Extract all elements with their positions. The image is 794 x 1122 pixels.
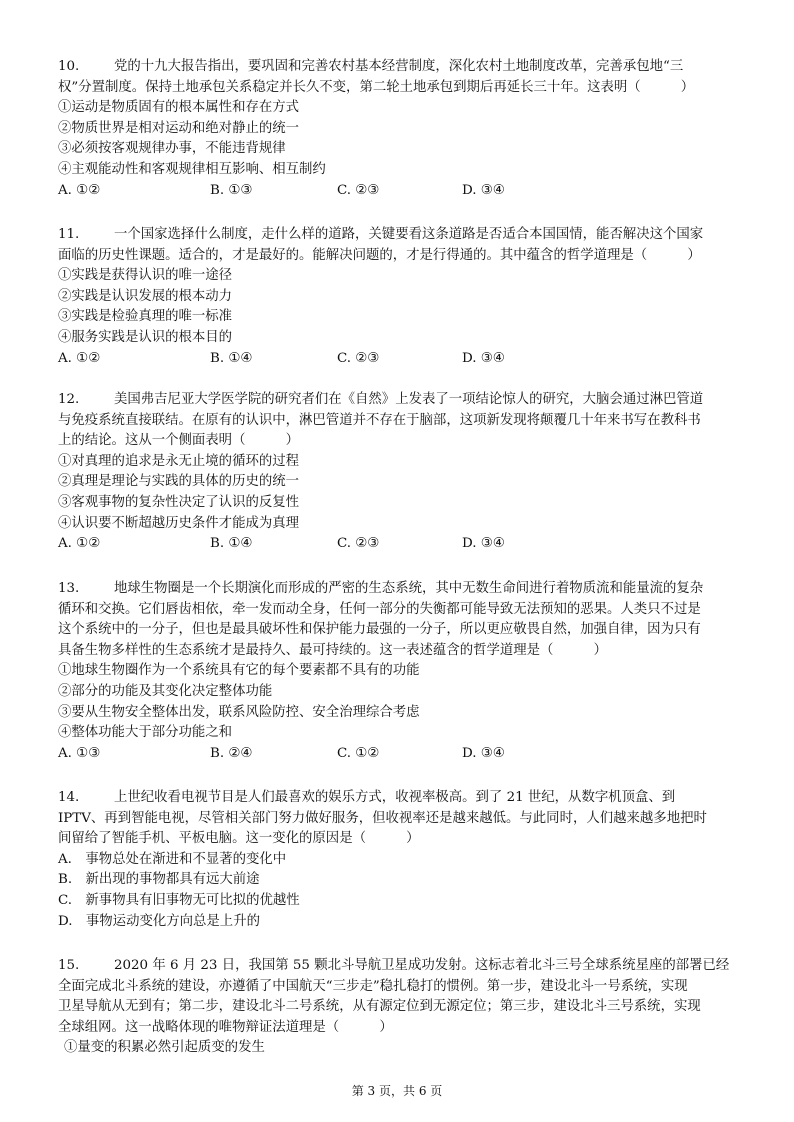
question-number: 12. (58, 392, 80, 407)
question-number: 13. (58, 581, 80, 596)
question-number: 11. (58, 227, 80, 242)
statement-item: ③必须按客观规律办事，不能违背规律 (58, 141, 286, 157)
question-number: 14. (58, 790, 80, 805)
statement-item: ①运动是物质固有的根本属性和存在方式 (58, 100, 300, 116)
statement-item: ④认识要不断超越历史条件才能成为真理 (58, 515, 300, 531)
statement-item: ④主观能动性和客观规律相互影响、相互制约 (58, 162, 326, 177)
question-stem-line: 12. 美国弗吉尼亚大学医学院的研究者们在《自然》上发表了一项结论惊人的研究，大脑会通过淋巴管道 (58, 390, 703, 411)
option-d: D. ③④ (462, 745, 505, 761)
option-b: B. ①③ (210, 182, 253, 198)
statement-item: ①地球生物圈作为一个系统具有它的每个要素都不具有的功能 (58, 663, 420, 679)
option-a: A. ①② (58, 536, 101, 552)
page-footer: 第 3 页，共 6 页 (351, 1084, 443, 1098)
question-stem-line: 循环和交换。它们唇齿相依，牵一发而动全身，任何一部分的失衡都可能导致无法预知的恶果。人类只不过是 (58, 601, 701, 617)
answer-options (58, 349, 742, 370)
question-number: 10. (58, 59, 80, 74)
question-stem-line: 具备生物多样性的生态系统才是最持久、最可持续的。这一表述蕴含的哲学道理是（ ） (58, 642, 608, 658)
question-stem-line: 13. 地球生物圈是一个长期演化而形成的严密的生态系统，其中无数生命间进行着物质流和能量流的复杂 (58, 579, 703, 600)
question-number: 15. (58, 958, 80, 973)
question-stem-line: 卫星导航从无到有；第二步，建设北斗二号系统，从有源定位到无源定位；第三步，建设北斗三号系统，实现 (58, 999, 701, 1015)
option-a: A. ①② (58, 350, 101, 366)
option-c: C. 新事物具有旧事物无可比拟的优越性 (58, 893, 300, 908)
question-stem-line: 全面完成北斗系统的建设，亦遵循了中国航天“三步走”稳扎稳打的惯例。第一步，建设北斗一号系统，实现 (58, 978, 688, 994)
option-a: A. 事物总处在渐进和不显著的变化中 (58, 851, 287, 867)
statement-item: ④整体功能大于部分功能之和 (58, 725, 233, 741)
statement-item: ①对真理的追求是永无止境的循环的过程 (58, 453, 300, 469)
statement-item: ②实践是认识发展的根本动力 (58, 288, 233, 304)
answer-options (58, 534, 742, 555)
option-d: D. ③④ (462, 182, 505, 198)
option-d: D. 事物运动变化方向总是上升的 (58, 913, 260, 929)
option-d: D. ③④ (462, 350, 505, 366)
option-b: B. ①④ (210, 350, 253, 366)
question-stem-line: 上的结论。这从一个侧面表明（ ） (58, 433, 300, 449)
statement-item: ①量变的积累必然引起质变的发生 (64, 1040, 265, 1056)
answer-options (58, 181, 742, 202)
question-stem-line: 15. 2020 年 6 月 23 日，我国第 55 颗北斗导航卫星成功发射。这标志着北斗三号全球系统星座的部署已经 (58, 956, 729, 977)
question-stem-line: 这个系统中的一分子，但也是最具破坏性和保护能力最强的一分子，所以更应敬畏自然，加强自律，因为只有 (58, 622, 701, 638)
question-stem-line: 14. 上世纪收看电视节目是人们最喜欢的娱乐方式，收视率极高。到了 21 世纪，从数字机顶盒、到 (58, 788, 675, 809)
statement-item: ①实践是获得认识的唯一途径 (58, 268, 233, 284)
option-a: A. ①② (58, 182, 101, 198)
option-d: D. ③④ (462, 536, 505, 552)
statement-item: ②部分的功能及其变化决定整体功能 (58, 684, 273, 699)
question-stem-line: 权”分置制度。保持土地承包关系稳定并长久不变，第二轮土地承包到期后再延长三十年。这表明（ ） (58, 79, 695, 95)
statement-item: ③要从生物安全整体出发，联系风险防控、安全治理综合考虑 (58, 704, 420, 720)
option-b: B. ①④ (210, 536, 253, 552)
question-stem-line: 与免疫系统直接联结。在原有的认识中，淋巴管道并不存在于脑部，这项新发现将颠覆几十年来书写在教科书 (58, 412, 701, 428)
question-stem-line: 全球组网。这一战略体现的唯物辩证法道理是（ ） (58, 1019, 393, 1035)
statement-item: ④服务实践是认识的根本目的 (58, 330, 233, 345)
option-c: C. ②③ (337, 536, 380, 552)
question-stem-line: 11. 一个国家选择什么制度，走什么样的道路，关键要看这条道路是否适合本国国情，能否解决这个国家 (58, 225, 703, 246)
question-stem-line: 面临的历史性课题。适合的，才是最好的。能解决问题的，才是行得通的。其中蕴含的哲学道理是（ ） (58, 247, 701, 263)
question-stem-line: IPTV、再到智能电视，尽管相关部门努力做好服务，但收视率还是越来越低。与此同时，人们越来越多地把时 (58, 810, 707, 826)
statement-item: ②物质世界是相对运动和绝对静止的统一 (58, 120, 300, 136)
option-b: B. ②④ (210, 745, 253, 761)
question-stem-line: 10. 党的十九大报告指出，要巩固和完善农村基本经营制度，深化农村土地制度改革，完善承包地“三 (58, 57, 683, 78)
statement-item: ③客观事物的复杂性决定了认识的反复性 (58, 495, 300, 510)
question-stem-line: 间留给了智能手机、平板电脑。这一变化的原因是（ ） (58, 831, 420, 847)
answer-options (58, 744, 742, 765)
option-b: B. 新出现的事物都具有远大前途 (58, 872, 260, 888)
option-c: C. ②③ (337, 350, 380, 366)
option-c: C. ①② (337, 745, 380, 761)
statement-item: ②真理是理论与实践的具体的历史的统一 (58, 474, 300, 490)
statement-item: ③实践是检验真理的唯一标准 (58, 309, 233, 325)
option-c: C. ②③ (337, 182, 380, 198)
option-a: A. ①③ (58, 745, 101, 761)
